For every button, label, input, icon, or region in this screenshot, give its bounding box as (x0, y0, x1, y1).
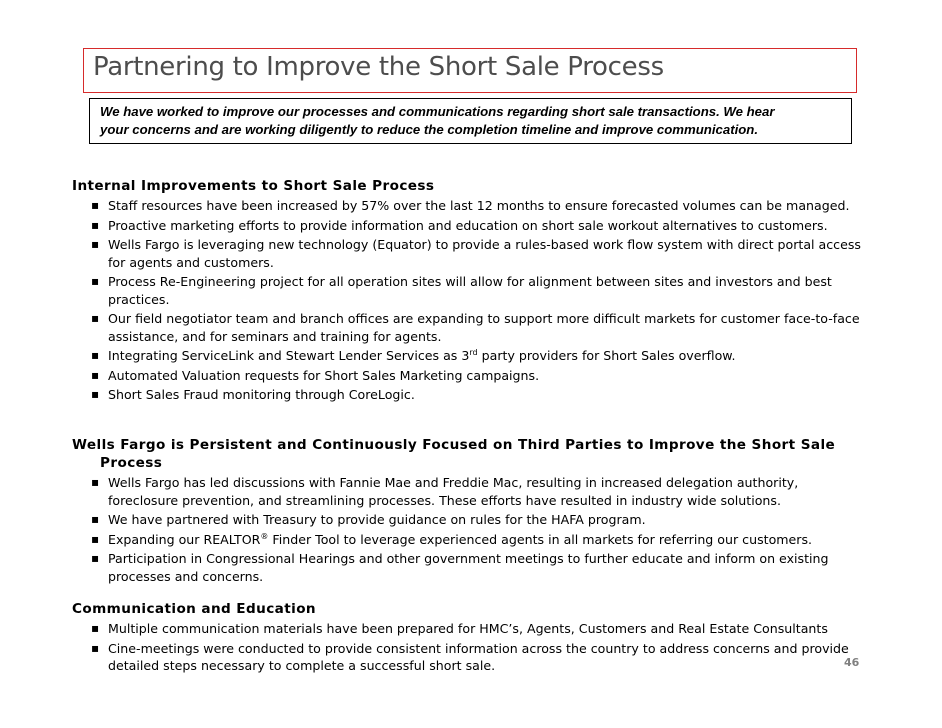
list-item: ▪ Integrating ServiceLink and Stewart Lender Services as 3rd party providers for Short Sales overflow. (91, 347, 736, 363)
bullet-icon: ▪ (91, 367, 100, 382)
intro-line-1: We have worked to improve our processes and communications regarding short sale transactions. We hear (100, 104, 775, 119)
bullet-icon: ▪ (91, 512, 100, 526)
bullet-icon: ▪ (91, 311, 100, 325)
bullet-icon: ▪ (91, 640, 100, 655)
bullet-icon: ▪ (91, 475, 100, 489)
list-item: ▪ We have partnered with Treasury to provide guidance on rules for the HAFA program. (91, 512, 646, 527)
list-item: ▪ Process Re-Engineering project for all operation sites will allow for alignment between sites and investors and best practices. (91, 274, 832, 307)
bullet-list (72, 197, 872, 404)
bullet-icon: ▪ (91, 274, 100, 288)
section-internal-improvements (72, 177, 872, 406)
bullet-icon: ▪ (91, 551, 100, 565)
bullet-icon: ▪ (91, 387, 100, 401)
page-number: 46 (844, 656, 860, 669)
bullet-icon: ▪ (91, 217, 100, 232)
list-item: ▪ Automated Valuation requests for Short Sales Marketing campaigns. (91, 367, 540, 383)
bullet-icon: ▪ (91, 198, 100, 212)
list-item: ▪ Our field negotiator team and branch offices are expanding to support more difficult markets for customer face-to-face assistance, and for seminars and training for agents. (91, 311, 860, 344)
list-item: ▪ Multiple communication materials have been prepared for HMC’s, Agents, Customers and Real Estate Consultants (91, 621, 828, 636)
section-heading: Communication and Education (72, 601, 317, 617)
bullet-icon: ▪ (91, 621, 100, 635)
list-item: ▪ Cine-meetings were conducted to provide consistent information across the country to address concerns and provide detailed steps necessary to complete a successful short sale. (91, 640, 849, 673)
list-item: ▪ Expanding our REALTOR® Finder Tool to leverage experienced agents in all markets for referring our customers. (91, 531, 813, 547)
list-item: ▪ Proactive marketing efforts to provide information and education on short sale workout alternatives to customers. (91, 217, 828, 233)
list-item: ▪ Wells Fargo has led discussions with Fannie Mae and Freddie Mac, resulting in increased delegation authority, foreclosure prevention, and streamlining processes. These efforts have resulted in industry wide solutions. (91, 475, 799, 508)
bullet-icon: ▪ (91, 237, 100, 251)
list-item: ▪ Staff resources have been increased by 57% over the last 12 months to ensure forecasted volumes can be managed. (91, 198, 850, 213)
page-title: Partnering to Improve the Short Sale Process (93, 52, 664, 82)
list-item: ▪ Short Sales Fraud monitoring through CoreLogic. (91, 387, 415, 402)
section-communication (72, 600, 872, 677)
bullet-list (72, 474, 872, 585)
list-item: ▪ Participation in Congressional Hearings and other government meetings to further educate and inform on existing processes and concerns. (91, 551, 829, 584)
section-third-parties (72, 436, 872, 587)
section-heading: Wells Fargo is Persistent and Continuously Focused on Third Parties to Improve the Short Sale Process (72, 437, 836, 471)
bullet-icon: ▪ (91, 531, 100, 546)
section-heading: Internal Improvements to Short Sale Process (72, 178, 435, 194)
intro-callout (89, 98, 852, 144)
bullet-list (72, 620, 872, 675)
list-item: ▪ Wells Fargo is leveraging new technology (Equator) to provide a rules-based work flow system with direct portal access for agents and customers. (91, 237, 861, 270)
bullet-icon: ▪ (91, 348, 100, 362)
intro-line-2: your concerns and are working diligently to reduce the completion timeline and improve communication. (100, 122, 759, 137)
